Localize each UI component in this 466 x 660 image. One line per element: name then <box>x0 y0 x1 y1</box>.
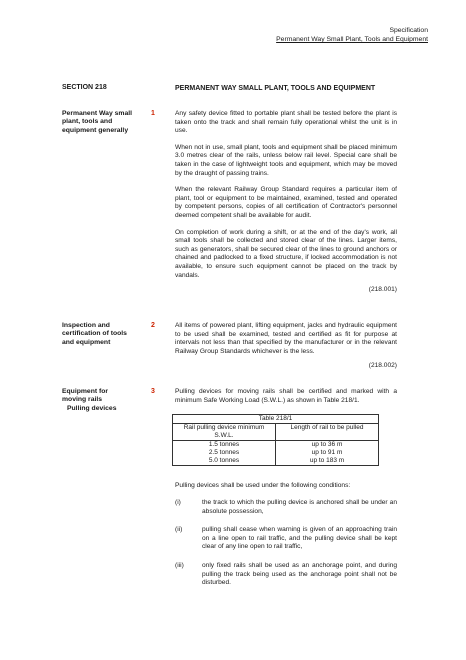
paragraph: Any safety device fitted to portable plant shall be tested before the plant is taken onto the track and shall remain fully operational whilst the unit is in use. <box>175 110 397 135</box>
list-number: (iii) <box>175 562 184 569</box>
table-header-length: Length of rail to be pulled <box>276 424 379 441</box>
section-label: SECTION 218 <box>62 84 107 91</box>
page-header <box>276 26 428 44</box>
list-number: (ii) <box>175 526 183 533</box>
paragraph: All items of powered plant, lifting equipment, jacks and hydraulic equipment to be used shall be examined, tested and certified as fit for purpose at intervals not less than that specified by the manufacturer or in the relevant Railway Group Standards whichever is the less. <box>175 322 397 355</box>
paragraph: When the relevant Railway Group Standard requires a particular item of plant, tool or equipment to be maintained, examined, tested and operated by competent persons, copies of all certification of Contractor's personnel deemed competent shall be available for audit. <box>175 186 397 219</box>
clause-3-heading <box>62 388 134 413</box>
clause-3-heading-main: Equipment for moving rails <box>62 388 109 404</box>
clause-1-number: 1 <box>151 110 155 117</box>
list-number: (i) <box>175 499 181 506</box>
paragraph: When not in use, small plant, tools and equipment shall be placed minimum 3.0 metres clear of the rails, unless below rail level. Special care shall be taken in the case of lightweight tools and equipment, which may be moved by the draught of passing trains. <box>175 143 397 177</box>
clause-1-heading: Permanent Way small plant, tools and equipment generally <box>62 110 133 134</box>
clause-3-subheading: Pulling devices <box>67 404 117 412</box>
clause-reference: (218.001) <box>368 286 397 294</box>
list-text: the track to which the pulling device is anchored shall be under an absolute possession, <box>202 499 397 515</box>
table-cell: up to 36 m <box>276 441 379 450</box>
clause-2-body <box>175 322 397 371</box>
table-cell: 2.5 tonnes <box>173 449 276 457</box>
table-cell: 5.0 tonnes <box>173 457 276 466</box>
table-cell: 1.5 tonnes <box>173 441 276 450</box>
table-218-1 <box>172 414 379 466</box>
clause-reference: (218.002) <box>368 362 397 370</box>
header-title: Permanent Way Small Plant, Tools and Equipment <box>276 36 428 43</box>
list-text: only fixed rails shall be used as an anchorage point, and during pulling the track being used as the anchorage point shall not be disturbed. <box>202 562 397 587</box>
table-cell: up to 91 m <box>276 449 379 457</box>
clause-1-body <box>175 110 397 295</box>
conditions-lead: Pulling devices shall be used under the following conditions: <box>175 482 351 489</box>
clause-2-number: 2 <box>151 322 155 329</box>
header-spec: Specification <box>389 27 428 34</box>
clause-3-intro: Pulling devices for moving rails shall be certified and marked with a minimum Safe Working Load (S.W.L.) as shown in Table 218/1. <box>175 388 397 404</box>
clause-2-heading: Inspection and certification of tools and equipment <box>62 322 127 346</box>
table-caption: Table 218/1 <box>173 415 379 424</box>
list-text: pulling shall cease when warning is given of an approaching train on a line open to rail traffic, and the pulling device shall be kept clear of any line open to rail traffic, <box>202 526 397 551</box>
section-title: PERMANENT WAY SMALL PLANT, TOOLS AND EQUIPMENT <box>175 85 376 92</box>
paragraph: On completion of work during a shift, or at the end of the day's work, all small tools shall be collected and stored clear of the lines. Larger items, such as generators, shall be secured clear of the lines to ground anchors or chained and padlocked to a fixed structure, if locked accommodation is not available, to ensure such equipment cannot be placed on the track by vandals. <box>175 228 397 279</box>
table-header-swl: Rail pulling device minimum S.W.L. <box>173 424 276 441</box>
table-cell: up to 183 m <box>276 457 379 466</box>
clause-3-number: 3 <box>151 388 155 395</box>
